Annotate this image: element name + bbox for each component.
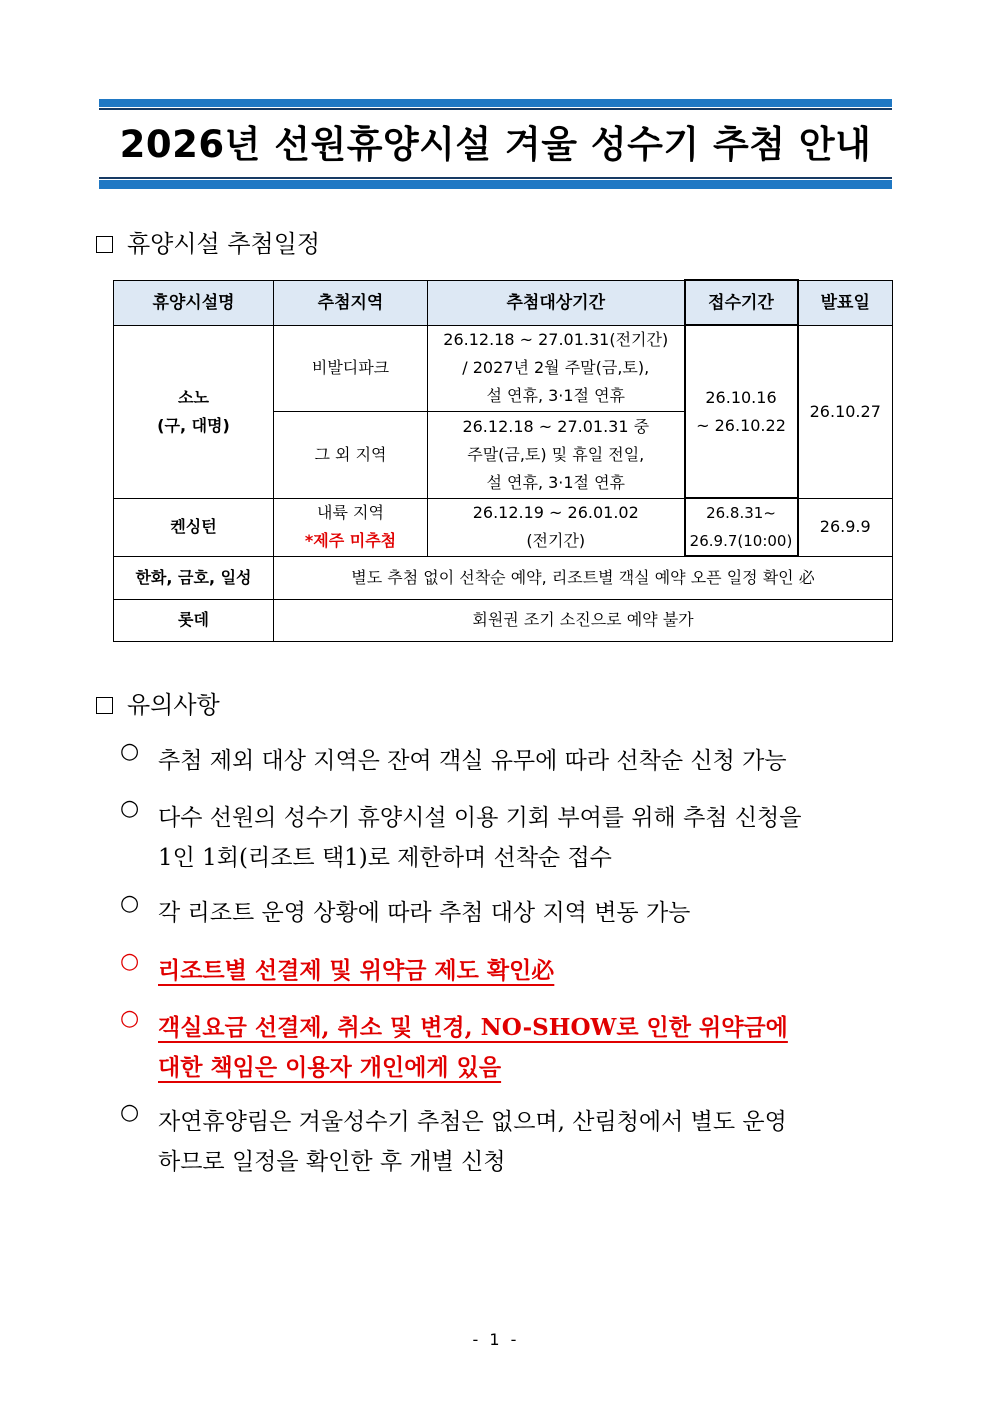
header-facility: 휴양시설명 (114, 280, 274, 325)
circle-bullet-icon: ○ (120, 1100, 140, 1125)
cell-kensington-announce: 26.9.9 (798, 498, 893, 556)
header-period: 추첨대상기간 (428, 280, 685, 325)
circle-bullet-icon: ○ (120, 796, 140, 821)
cell-lotte-name: 롯데 (114, 599, 274, 641)
section-heading-schedule-text: 휴양시설 추첨일정 (127, 230, 321, 258)
note-text-6a: 자연휴양림은 겨울성수기 추첨은 없으며, 산림청에서 별도 운영 (158, 1109, 787, 1135)
cell-sono-region-1: 비발디파크 (274, 325, 428, 411)
table-header-row (114, 280, 893, 325)
note-text-5b: 대한 책임은 이용자 개인에게 있음 (158, 1054, 502, 1081)
cell-kensington-reception: 26.8.31~ 26.9.7(10:00) (685, 498, 798, 556)
cell-hanwha-name: 한화, 금호, 일성 (114, 556, 274, 599)
cell-sono-period-1: 26.12.18 ~ 27.01.31(전기간) / 2027년 2월 주말(금,토), 설 연휴, 3·1절 연휴 (428, 325, 685, 411)
circle-bullet-icon: ○ (120, 1005, 140, 1031)
note-text-5a: 객실요금 선결제, 취소 및 변경, NO-SHOW로 인한 위약금에 (158, 1014, 788, 1041)
cell-kensington-period: 26.12.19 ~ 26.01.02 (전기간) (428, 498, 685, 556)
title-banner (99, 99, 892, 190)
table-row-hanwha (114, 556, 893, 599)
note-text-1: 추첨 제외 대상 지역은 잔여 객실 유무에 따라 선착순 신청 가능 (158, 748, 787, 774)
cell-sono-region-2: 그 외 지역 (274, 411, 428, 498)
cell-kensington-region: 내륙 지역 *제주 미추첨 (274, 498, 428, 556)
note-text-6b: 하므로 일정을 확인한 후 개별 신청 (158, 1149, 506, 1175)
table-row-kensington (114, 498, 893, 556)
note-text-2a: 다수 선원의 성수기 휴양시설 이용 기회 부여를 위해 추첨 신청을 (158, 805, 802, 831)
checkbox-square-icon (96, 697, 113, 714)
header-region: 추첨지역 (274, 280, 428, 325)
cell-kensington-name: 켄싱턴 (114, 498, 274, 556)
cell-sono-reception: 26.10.16 ~ 26.10.22 (685, 325, 798, 498)
circle-bullet-icon: ○ (120, 739, 140, 764)
note-text-4: 리조트별 선결제 및 위약금 제도 확인必 (158, 957, 555, 984)
section-heading-schedule (96, 228, 320, 260)
page-number: - 1 - (472, 1330, 520, 1349)
cell-sono-period-2: 26.12.18 ~ 27.01.31 중 주말(금,토) 및 휴일 전일, 설 연휴, 3·1절 연휴 (428, 411, 685, 498)
title-top-line (99, 108, 892, 110)
circle-bullet-icon: ○ (120, 948, 140, 974)
header-reception: 접수기간 (685, 280, 798, 325)
title-bottom-line (99, 177, 892, 179)
checkbox-square-icon (96, 236, 113, 253)
note-text-2b: 1인 1회(리조트 택1)로 제한하며 선착순 접수 (158, 845, 612, 871)
jeju-excluded-note: *제주 미추첨 (304, 531, 397, 550)
cell-sono-announce: 26.10.27 (798, 325, 893, 498)
cell-sono-name: 소노 (구, 대명) (114, 325, 274, 498)
header-announce: 발표일 (798, 280, 893, 325)
document-title: 2026년 선원휴양시설 겨울 성수기 추첨 안내 (119, 123, 872, 166)
cell-hanwha-note: 별도 추첨 없이 선착순 예약, 리조트별 객실 예약 오픈 일정 확인 必 (274, 556, 893, 599)
table-row-lotte (114, 599, 893, 641)
schedule-table (113, 279, 893, 642)
title-bottom-bar (99, 180, 892, 189)
section-heading-notes (96, 689, 220, 721)
note-text-3: 각 리조트 운영 상황에 따라 추첨 대상 지역 변동 가능 (158, 900, 691, 926)
circle-bullet-icon: ○ (120, 891, 140, 916)
cell-lotte-note: 회원권 조기 소진으로 예약 불가 (274, 599, 893, 641)
title-top-bar (99, 99, 892, 107)
table-row-sono-1 (114, 325, 893, 411)
section-heading-notes-text: 유의사항 (127, 691, 220, 719)
